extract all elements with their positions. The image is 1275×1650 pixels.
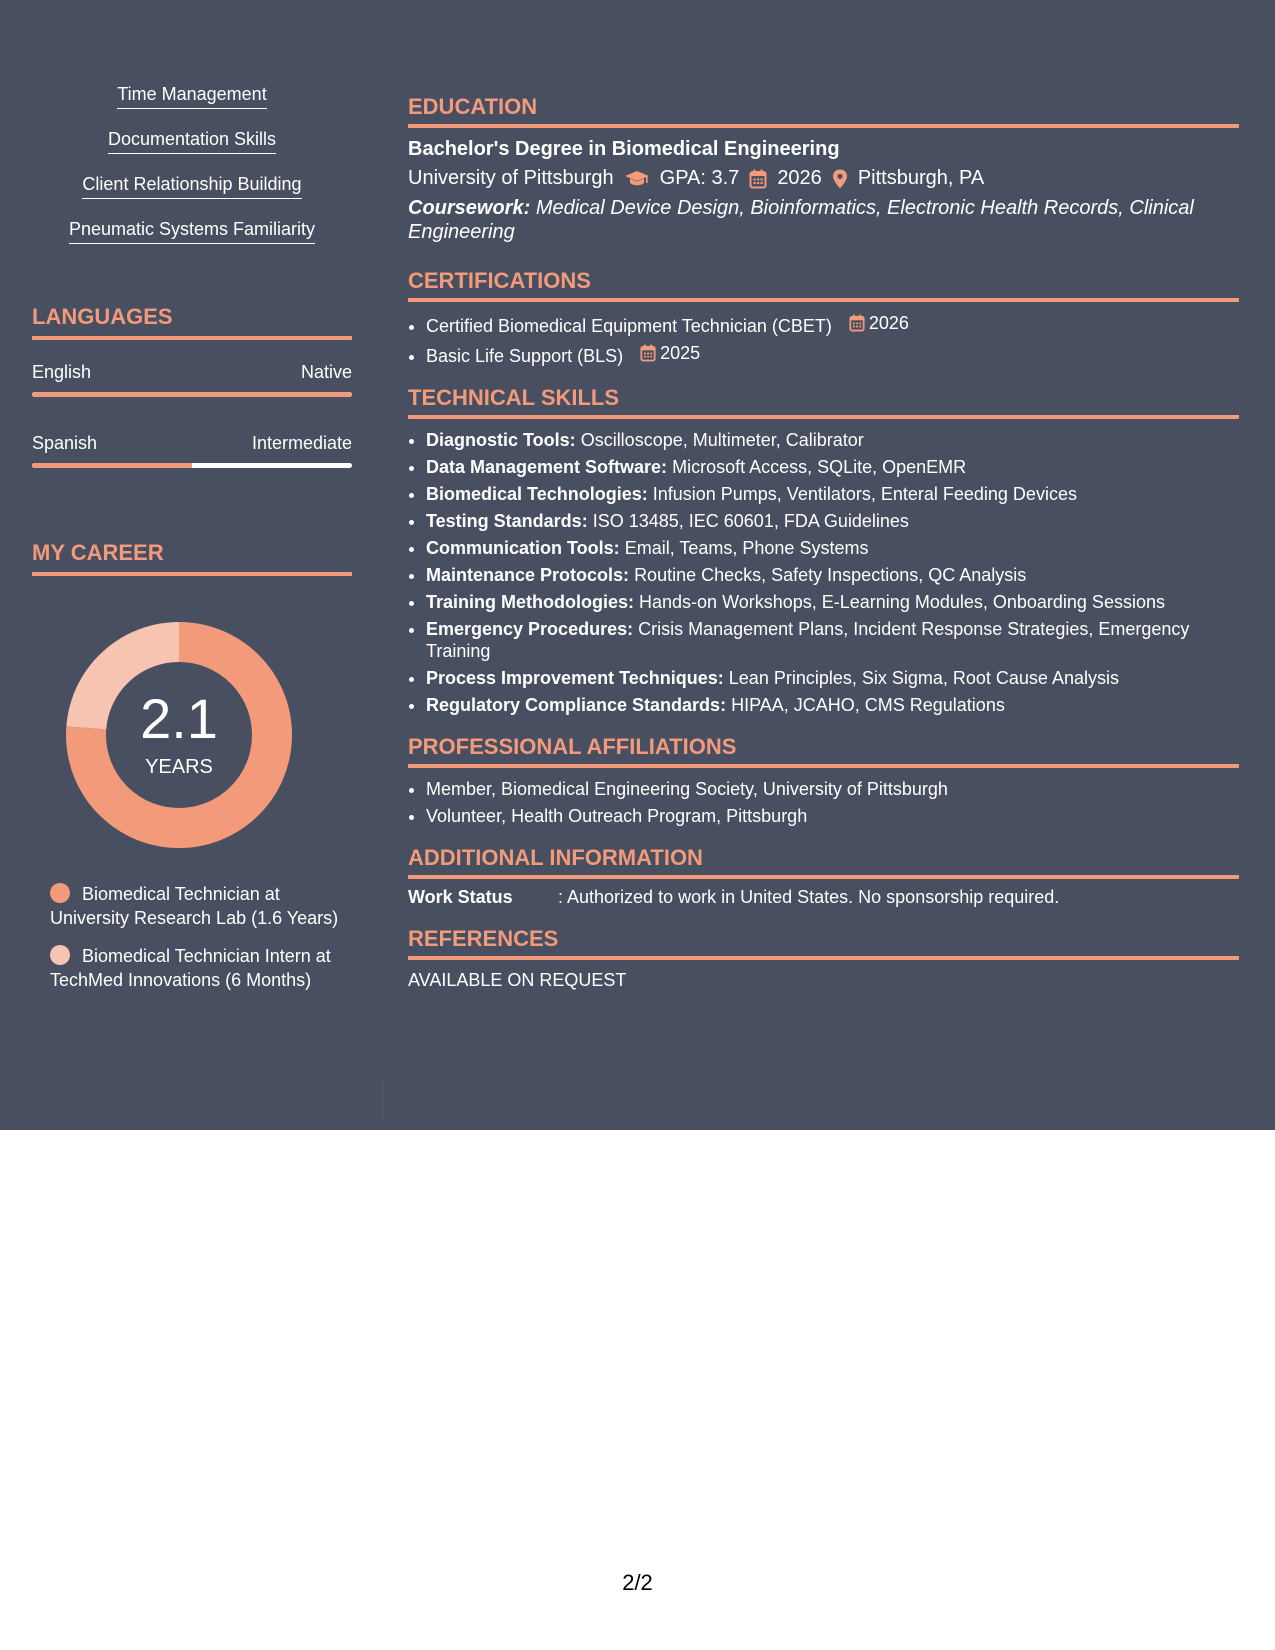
calendar-icon <box>749 169 767 189</box>
work-status-label: Work Status <box>408 887 513 907</box>
tech-skill-value: Microsoft Access, SQLite, OpenEMR <box>672 457 967 477</box>
language-name: English <box>32 362 92 382</box>
calendar-icon <box>640 344 656 362</box>
tech-skill-label: Data Management Software: <box>426 457 668 477</box>
skill-link[interactable]: Time Management <box>117 84 266 109</box>
tech-skill-label: Biomedical Technologies: <box>426 484 648 504</box>
tech-skill-value: Hands-on Workshops, E-Learning Modules, Onboarding Sessions <box>639 592 1165 612</box>
tech-skill-value: Crisis Management Plans, Incident Response Strategies, Emergency Training <box>426 619 1190 661</box>
map-pin-icon <box>832 169 848 189</box>
additional-info-section <box>408 845 1239 908</box>
certifications-section <box>408 268 1239 367</box>
technical-skills-section <box>408 385 1239 716</box>
certification-item <box>426 342 1239 367</box>
tech-skill-label: Emergency Procedures: <box>426 619 634 639</box>
career-total-unit: YEARS <box>145 756 213 778</box>
skill-link[interactable]: Pneumatic Systems Familiarity <box>69 219 315 244</box>
education-heading: EDUCATION <box>408 94 1239 128</box>
tech-skill-label: Process Improvement Techniques: <box>426 668 724 688</box>
tech-skill-item <box>426 456 1239 478</box>
language-row <box>32 362 352 397</box>
coursework-label: Coursework: <box>408 197 531 219</box>
tech-skill-item <box>426 667 1239 689</box>
certification-year: 2025 <box>660 343 701 363</box>
legend-dot <box>50 945 70 965</box>
language-level: Intermediate <box>251 433 352 453</box>
graduation-cap-icon <box>624 170 650 188</box>
language-bar-fill <box>32 463 192 468</box>
tech-skill-value: Lean Principles, Six Sigma, Root Cause Analysis <box>728 668 1119 688</box>
career-legend <box>50 882 340 992</box>
page-number: 2/2 <box>622 1570 653 1595</box>
work-status-value: : Authorized to work in United States. No sponsorship required. <box>558 887 1060 907</box>
tech-skill-item <box>426 483 1239 505</box>
affiliations-list <box>408 778 1239 827</box>
certification-name: Basic Life Support (BLS) <box>426 346 624 366</box>
affiliation-item: • Volunteer, Health Outreach Program, Pittsburgh <box>426 805 1239 827</box>
tech-skill-label: Diagnostic Tools: <box>426 430 576 450</box>
tech-skill-value: Infusion Pumps, Ventilators, Enteral Feeding Devices <box>652 484 1077 504</box>
skill-link[interactable]: Documentation Skills <box>108 129 276 154</box>
affiliations-heading: PROFESSIONAL AFFILIATIONS <box>408 734 1239 768</box>
certification-year: 2026 <box>868 313 909 333</box>
tech-skill-item <box>426 591 1239 613</box>
coursework <box>408 196 1239 244</box>
tech-skill-item <box>426 537 1239 559</box>
language-level: Native <box>300 362 352 382</box>
technical-skills-list <box>408 429 1239 716</box>
references-text: AVAILABLE ON REQUEST <box>408 970 627 990</box>
education-section <box>408 94 1239 244</box>
skill-item <box>32 174 352 219</box>
career-role: Biomedical Technician Intern at TechMed Innovations (6 Months) <box>50 946 331 990</box>
right-column <box>408 94 1239 1005</box>
career-legend-item <box>50 882 340 930</box>
language-bar <box>32 392 352 397</box>
education-meta <box>408 167 1239 190</box>
skill-item <box>32 219 352 264</box>
skill-link[interactable]: Client Relationship Building <box>82 174 301 199</box>
tech-skill-value: ISO 13485, IEC 60601, FDA Guidelines <box>592 511 909 531</box>
tech-skill-value: Oscilloscope, Multimeter, Calibrator <box>580 430 864 450</box>
tech-skill-value: Routine Checks, Safety Inspections, QC Analysis <box>634 565 1027 585</box>
languages-heading: LANGUAGES <box>32 304 352 340</box>
skill-item <box>32 129 352 174</box>
references-heading: REFERENCES <box>408 926 1239 960</box>
coursework-list: Medical Device Design, Bioinformatics, Electronic Health Records, Clinical Engineering <box>408 197 1194 243</box>
tech-skill-item <box>426 694 1239 716</box>
gpa: GPA: 3.7 <box>659 167 740 189</box>
language-bar <box>32 463 352 468</box>
technical-skills-heading: TECHNICAL SKILLS <box>408 385 1239 419</box>
graduation-year: 2026 <box>777 167 822 189</box>
school-location: Pittsburgh, PA <box>857 167 985 189</box>
affiliation-item: • Member, Biomedical Engineering Society, University of Pittsburgh <box>426 778 1239 800</box>
tech-skill-label: Training Methodologies: <box>426 592 634 612</box>
tech-skill-item <box>426 564 1239 586</box>
affiliations-section <box>408 734 1239 827</box>
tech-skill-label: Testing Standards: <box>426 511 588 531</box>
tech-skill-label: Communication Tools: <box>426 538 620 558</box>
language-name: Spanish <box>32 433 98 453</box>
skills-list <box>32 84 352 264</box>
column-divider <box>382 1078 383 1122</box>
tech-skill-value: Email, Teams, Phone Systems <box>624 538 869 558</box>
career-legend-item <box>50 944 340 992</box>
career-donut <box>66 622 292 848</box>
certifications-list <box>408 312 1239 367</box>
career-role: Biomedical Technician at University Research Lab (1.6 Years) <box>50 884 339 928</box>
certifications-heading: CERTIFICATIONS <box>408 268 1239 302</box>
legend-dot <box>50 883 70 903</box>
tech-skill-item <box>426 429 1239 451</box>
certification-name: Certified Biomedical Equipment Technician (CBET) <box>426 316 832 336</box>
language-row <box>32 433 352 468</box>
tech-skill-label: Maintenance Protocols: <box>426 565 630 585</box>
career-heading: MY CAREER <box>32 540 352 576</box>
language-bar-fill <box>32 392 352 397</box>
certification-item <box>426 312 1239 337</box>
skill-item <box>32 84 352 129</box>
tech-skill-item <box>426 618 1239 662</box>
career-total-value: 2.1 <box>140 687 218 750</box>
references-section <box>408 926 1239 991</box>
additional-info-heading: ADDITIONAL INFORMATION <box>408 845 1239 879</box>
degree-title: Bachelor's Degree in Biomedical Engineering <box>408 138 840 160</box>
left-column <box>32 84 352 1006</box>
calendar-icon <box>849 314 865 332</box>
school-name: University of Pittsburgh <box>408 167 614 189</box>
tech-skill-value: HIPAA, JCAHO, CMS Regulations <box>731 695 1005 715</box>
tech-skill-item <box>426 510 1239 532</box>
work-status-row <box>408 887 1239 908</box>
tech-skill-label: Regulatory Compliance Standards: <box>426 695 727 715</box>
